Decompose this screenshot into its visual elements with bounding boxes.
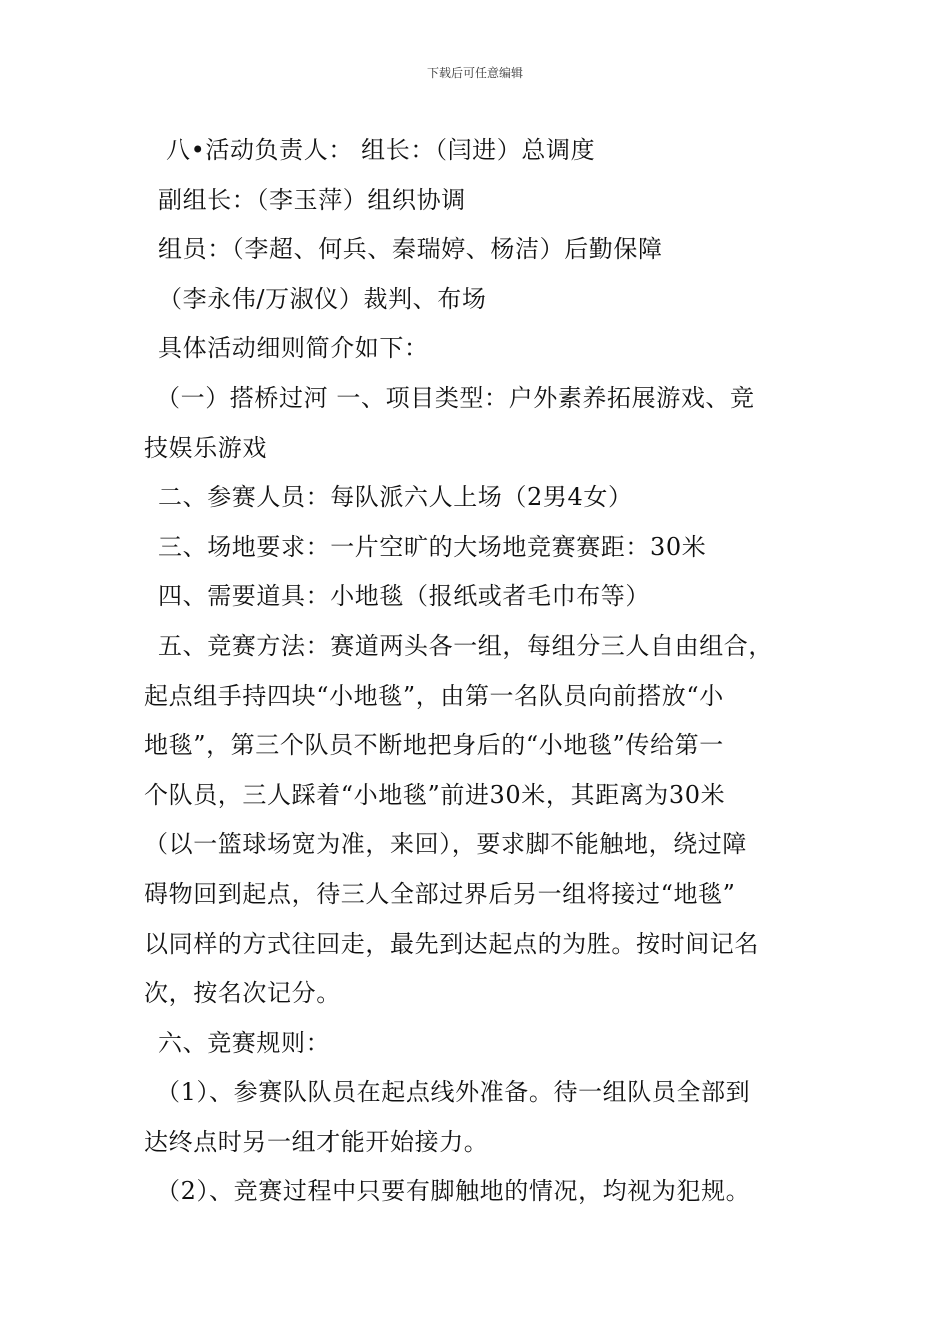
text-line: 八•活动负责人： 组长：（闫进）总调度 xyxy=(166,136,596,164)
text-line: （以一篮球场宽为准，来回），要求脚不能触地，绕过障 xyxy=(144,830,747,859)
text-line: 技娱乐游戏 xyxy=(144,433,267,462)
text-line: 五、竞赛方法：赛道两头各一组，每组分三人自由组合， xyxy=(158,631,773,660)
text-line: 地毯”，第三个队员不断地把身后的“小地毯”传给第一 xyxy=(144,731,724,760)
text-line: 六、竞赛规则： xyxy=(158,1028,331,1057)
text-line: 次，按名次记分。 xyxy=(144,979,341,1008)
text-line: （李永伟/万淑仪）裁判、布场 xyxy=(158,284,487,313)
text-line: （一）搭桥过河 一、项目类型：户外素养拓展游戏、竞 xyxy=(156,383,755,412)
text-line: 三、场地要求：一片空旷的大场地竞赛赛距：30米 xyxy=(158,532,707,561)
text-line: 具体活动细则简介如下： xyxy=(158,334,429,363)
text-line: 个队员，三人踩着“小地毯”前进30米，其距离为30米 xyxy=(144,780,726,809)
text-line: 二、参赛人员：每队派六人上场（2男4女） xyxy=(158,483,633,512)
text-line: （2）、竞赛过程中只要有脚触地的情况，均视为犯规。 xyxy=(156,1177,751,1206)
page-header: 下载后可任意编辑 xyxy=(426,66,523,80)
text-line: 四、需要道具：小地毯（报纸或者毛巾布等） xyxy=(158,582,650,611)
text-line: 组员：（李超、何兵、秦瑞婷、杨洁）后勤保障 xyxy=(158,235,663,264)
text-line: 副组长：（李玉萍）组织协调 xyxy=(158,185,466,214)
text-line: （1）、参赛队队员在起点线外准备。待一组队员全部到 xyxy=(156,1078,751,1107)
text-line: 起点组手持四块“小地毯”，由第一名队员向前搭放“小 xyxy=(144,681,724,710)
document-body xyxy=(144,126,808,1217)
text-line: 碍物回到起点，待三人全部过界后另一组将接过“地毯” xyxy=(144,879,736,908)
text-line: 达终点时另一组才能开始接力。 xyxy=(144,1127,489,1156)
text-line: 以同样的方式往回走，最先到达起点的为胜。按时间记名 xyxy=(144,929,759,958)
